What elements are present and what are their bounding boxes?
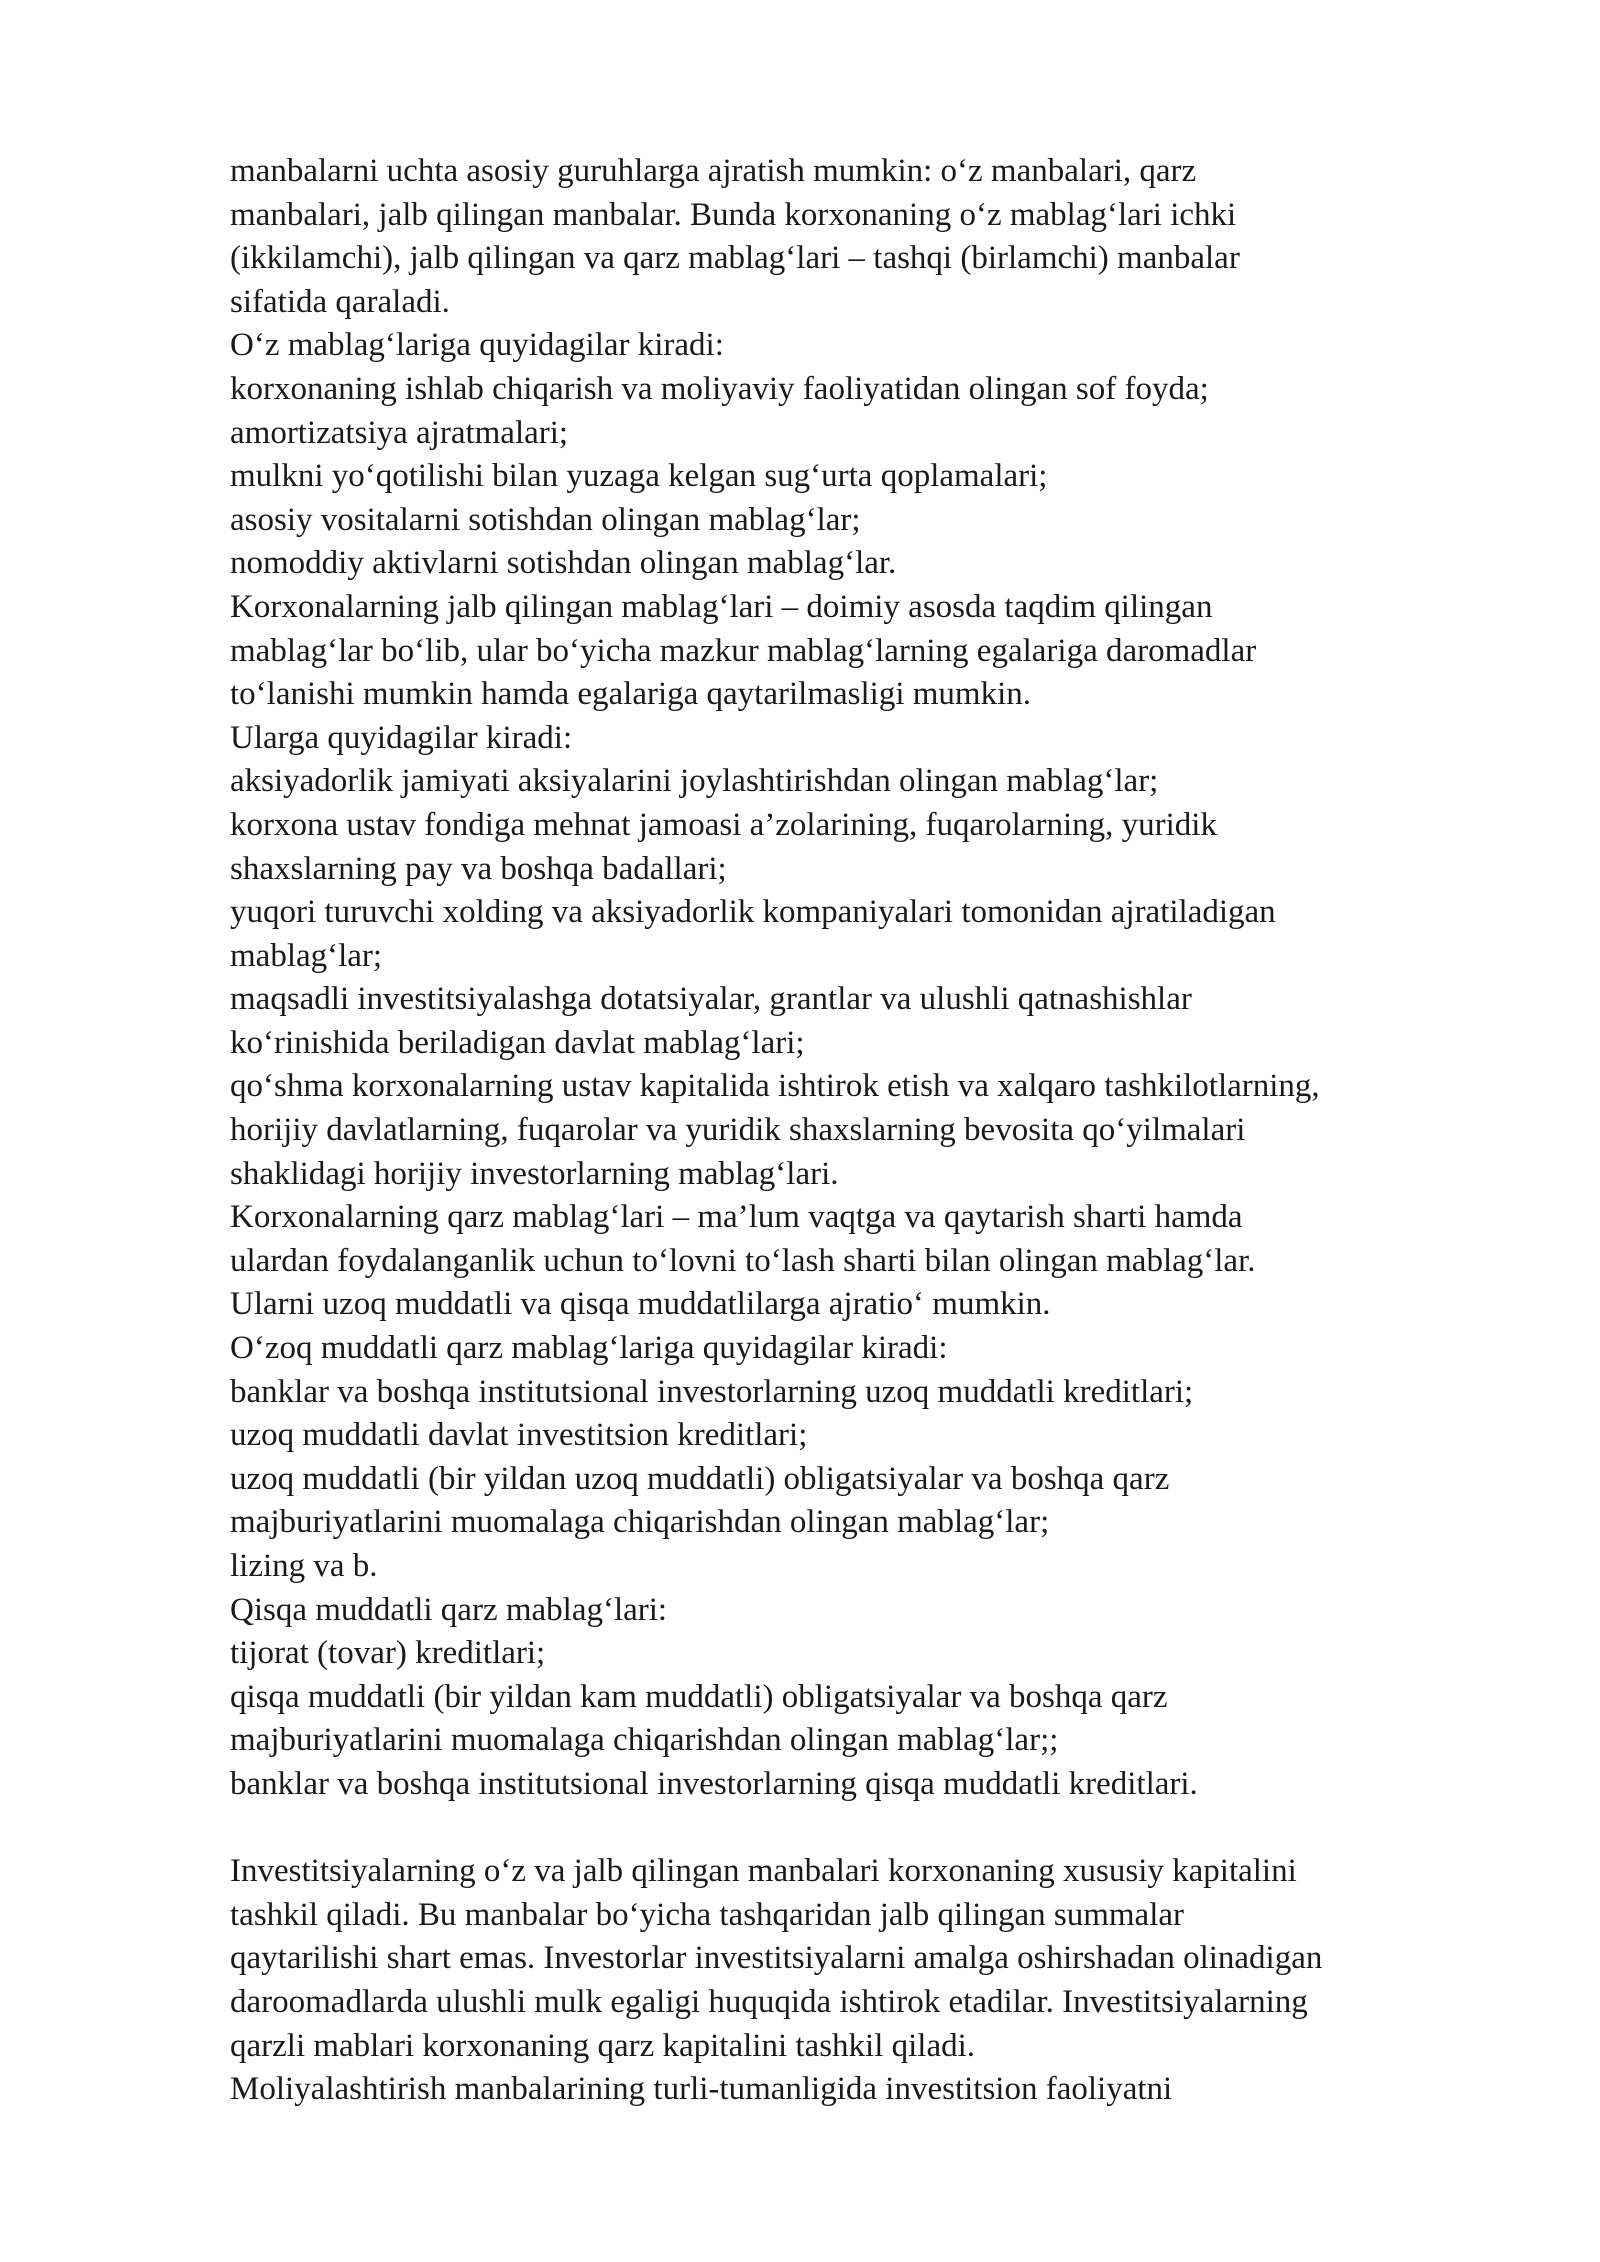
- body-text: [230, 150, 1530, 2112]
- text-line: aksiyadorlik jamiyati aksiyalarini joylashtirishdan olingan mablag‘lar;: [230, 763, 1159, 800]
- text-line: manbalari, jalb qilingan manbalar. Bunda korxonaning o‘z mablag‘lari ichki: [230, 196, 1237, 233]
- text-line: tijorat (tovar) kreditlari;: [230, 1635, 546, 1672]
- text-line: Qisqa muddatli qarz mablag‘lari:: [230, 1591, 668, 1628]
- text-line: Korxonalarning qarz mablag‘lari – ma’lum vaqtga va qaytarish sharti hamda: [230, 1199, 1243, 1236]
- text-line: qo‘shma korxonalarning ustav kapitalida ishtirok etish va xalqaro tashkilotlarning,: [230, 1068, 1320, 1105]
- text-line: nomoddiy aktivlarni sotishdan olingan mablag‘lar.: [230, 545, 897, 582]
- text-line: daroomadlarda ulushli mulk egaligi huquqida ishtirok etadilar. Investitsiyalarning: [230, 1983, 1308, 2020]
- text-line: amortizatsiya ajratmalari;: [230, 414, 569, 451]
- text-line: qarzli mablari korxonaning qarz kapitalini tashkil qiladi.: [230, 2027, 976, 2064]
- text-line: Investitsiyalarning o‘z va jalb qilingan manbalari korxonaning xususiy kapitalini: [230, 1853, 1297, 1890]
- text-line: Ularni uzoq muddatli va qisqa muddatlilarga ajratio‘ mumkin.: [230, 1286, 1051, 1323]
- text-line: to‘lanishi mumkin hamda egalariga qaytarilmasligi mumkin.: [230, 676, 1031, 713]
- text-line: majburiyatlarini muomalaga chiqarishdan olingan mablag‘lar;: [230, 1504, 1050, 1541]
- text-line: O‘zoq muddatli qarz mablag‘lariga quyidagilar kiradi:: [230, 1330, 948, 1367]
- text-line: sifatida qaraladi.: [230, 283, 450, 320]
- text-line: uzoq muddatli (bir yildan uzoq muddatli) obligatsiyalar va boshqa qarz: [230, 1460, 1170, 1497]
- text-line: asosiy vositalarni sotishdan olingan mablag‘lar;: [230, 501, 861, 538]
- text-line: tashkil qiladi. Bu manbalar bo‘yicha tashqaridan jalb qilingan summalar: [230, 1896, 1185, 1933]
- text-line: banklar va boshqa institutsional investorlarning qisqa muddatli kreditlari.: [230, 1765, 1198, 1802]
- text-line: mablag‘lar bo‘lib, ular bo‘yicha mazkur mablag‘larning egalariga daromadlar: [230, 632, 1257, 669]
- text-line: O‘z mablag‘lariga quyidagilar kiradi:: [230, 327, 724, 364]
- text-line: shaklidagi horijiy investorlarning mablag‘lari.: [230, 1155, 839, 1192]
- text-line: Moliyalashtirish manbalarining turli-tumanligida investitsion faoliyatni: [230, 2071, 1173, 2108]
- text-line: horijiy davlatlarning, fuqarolar va yuridik shaxslarning bevosita qo‘yilmalari: [230, 1112, 1246, 1149]
- text-line: qaytarilishi shart emas. Investorlar investitsiyalarni amalga oshirshadan olinadigan: [230, 1940, 1323, 1977]
- text-line: ko‘rinishida beriladigan davlat mablag‘lari;: [230, 1024, 805, 1061]
- text-line: (ikkilamchi), jalb qilingan va qarz mablag‘lari – tashqi (birlamchi) manbalar: [230, 240, 1240, 277]
- text-line: maqsadli investitsiyalashga dotatsiyalar, grantlar va ulushli qatnashishlar: [230, 981, 1192, 1018]
- text-line: uzoq muddatli davlat investitsion kreditlari;: [230, 1417, 808, 1454]
- text-line: Korxonalarning jalb qilingan mablag‘lari – doimiy asosda taqdim qilingan: [230, 588, 1213, 625]
- text-line: qisqa muddatli (bir yildan kam muddatli) obligatsiyalar va boshqa qarz: [230, 1678, 1168, 1715]
- text-line: banklar va boshqa institutsional investorlarning uzoq muddatli kreditlari;: [230, 1373, 1194, 1410]
- text-line: manbalarni uchta asosiy guruhlarga ajratish mumkin: o‘z manbalari, qarz: [230, 153, 1197, 189]
- text-line: korxonaning ishlab chiqarish va moliyaviy faoliyatidan olingan sof foyda;: [230, 370, 1209, 407]
- text-line: korxona ustav fondiga mehnat jamoasi a’zolarining, fuqarolarning, yuridik: [230, 806, 1217, 843]
- blank-line: [230, 1807, 1530, 1851]
- text-line: shaxslarning pay va boshqa badallari;: [230, 850, 727, 887]
- text-line: Ularga quyidagilar kiradi:: [230, 719, 573, 756]
- text-line: majburiyatlarini muomalaga chiqarishdan olingan mablag‘lar;;: [230, 1722, 1059, 1759]
- text-line: ulardan foydalanganlik uchun to‘lovni to‘lash sharti bilan olingan mablag‘lar.: [230, 1242, 1256, 1279]
- text-line: mulkni yo‘qotilishi bilan yuzaga kelgan sug‘urta qoplamalari;: [230, 458, 1048, 495]
- text-line: mablag‘lar;: [230, 937, 383, 974]
- text-line: yuqori turuvchi xolding va aksiyadorlik kompaniyalari tomonidan ajratiladigan: [230, 894, 1276, 931]
- text-line: lizing va b.: [230, 1548, 378, 1584]
